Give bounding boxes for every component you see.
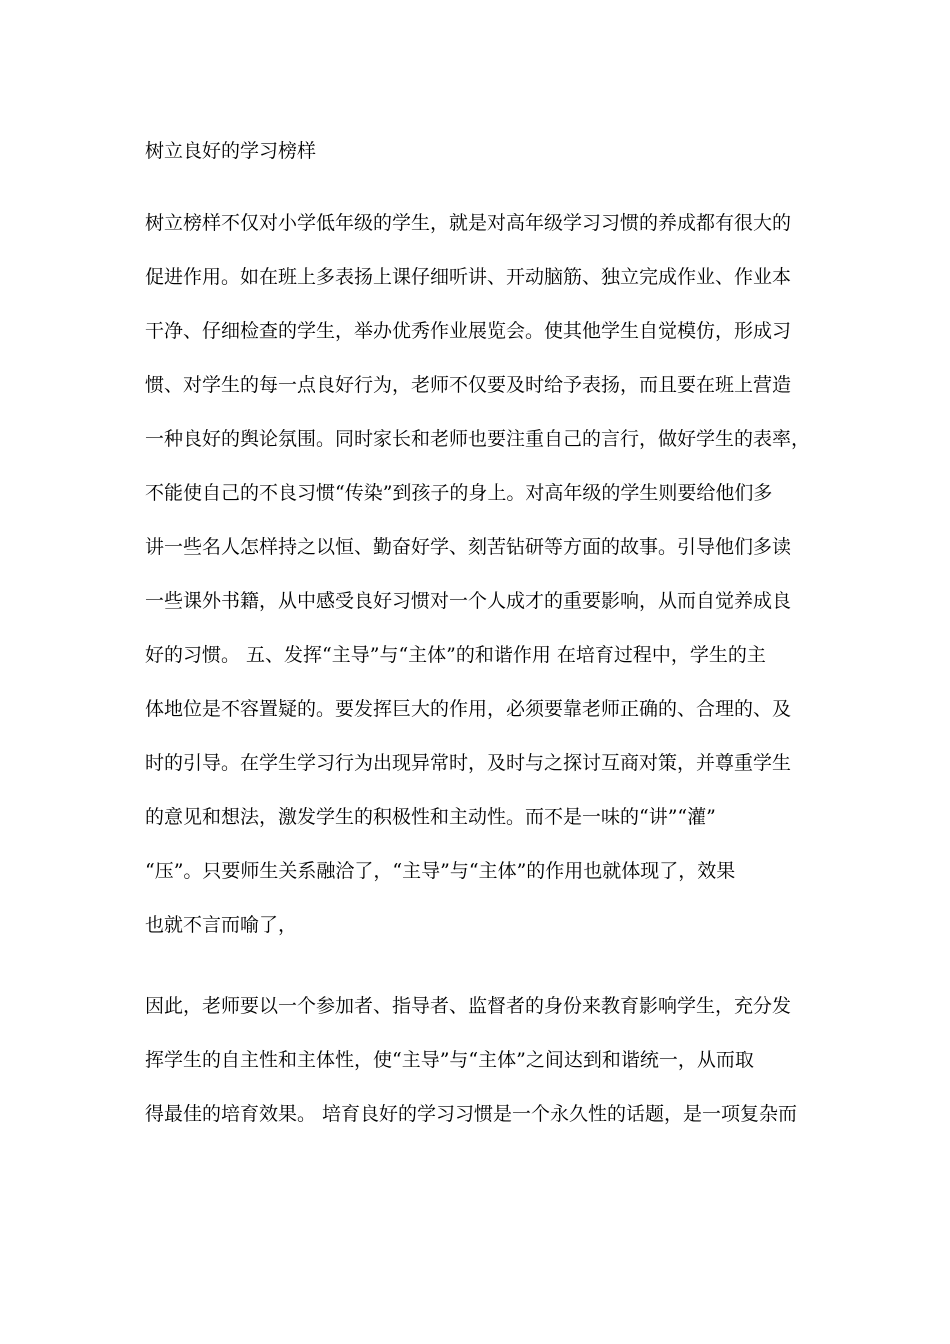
paragraph-2 bbox=[145, 979, 805, 1141]
text-line: 树立榜样不仅对小学低年级的学生，就是对高年级学习习惯的养成都有很大的 bbox=[145, 212, 792, 234]
text-line: 也就不言而喻了， bbox=[145, 914, 298, 936]
text-line: 一种良好的舆论氛围。同时家长和老师也要注重自己的言行，做好学生的表率， bbox=[145, 428, 811, 450]
text-line: 讲一些名人怎样持之以恒、勤奋好学、刻苦钻研等方面的故事。引导他们多读 bbox=[145, 536, 792, 558]
text-line: 的意见和想法，激发学生的积极性和主动性。而不是一味的“讲”“灌” bbox=[145, 806, 716, 828]
text-line: 因此，老师要以一个参加者、指导者、监督者的身份来教育影响学生，充分发 bbox=[145, 995, 792, 1017]
paragraph-1 bbox=[145, 196, 811, 952]
text-line: 好的习惯。 五、发挥“主导”与“主体”的和谐作用 在培育过程中，学生的主 bbox=[145, 644, 766, 666]
text-line: 不能使自己的不良习惯“传染”到孩子的身上。对高年级的学生则要给他们多 bbox=[145, 482, 773, 504]
text-line: 一些课外书籍，从中感受良好习惯对一个人成才的重要影响，从而自觉养成良 bbox=[145, 590, 792, 612]
text-line: 干净、仔细检查的学生，举办优秀作业展览会。使其他学生自觉模仿，形成习 bbox=[145, 320, 792, 342]
text-line: 体地位是不容置疑的。要发挥巨大的作用，必须要靠老师正确的、合理的、及 bbox=[145, 698, 792, 720]
document-heading: 树立良好的学习榜样 bbox=[145, 140, 317, 162]
text-line: “压”。只要师生关系融洽了，“主导”与“主体”的作用也就体现了，效果 bbox=[145, 860, 736, 882]
text-line: 促进作用。如在班上多表扬上课仔细听讲、开动脑筋、独立完成作业、作业本 bbox=[145, 266, 792, 288]
document-page bbox=[145, 136, 811, 1141]
text-line: 得最佳的培育效果。 培育良好的学习习惯是一个永久性的话题，是一项复杂而 bbox=[145, 1103, 798, 1125]
text-line: 时的引导。在学生学习行为出现异常时，及时与之探讨互商对策，并尊重学生 bbox=[145, 752, 792, 774]
text-line: 挥学生的自主性和主体性，使“主导”与“主体”之间达到和谐统一，从而取 bbox=[145, 1049, 754, 1071]
text-line: 惯、对学生的每一点良好行为，老师不仅要及时给予表扬，而且要在班上营造 bbox=[145, 374, 792, 396]
